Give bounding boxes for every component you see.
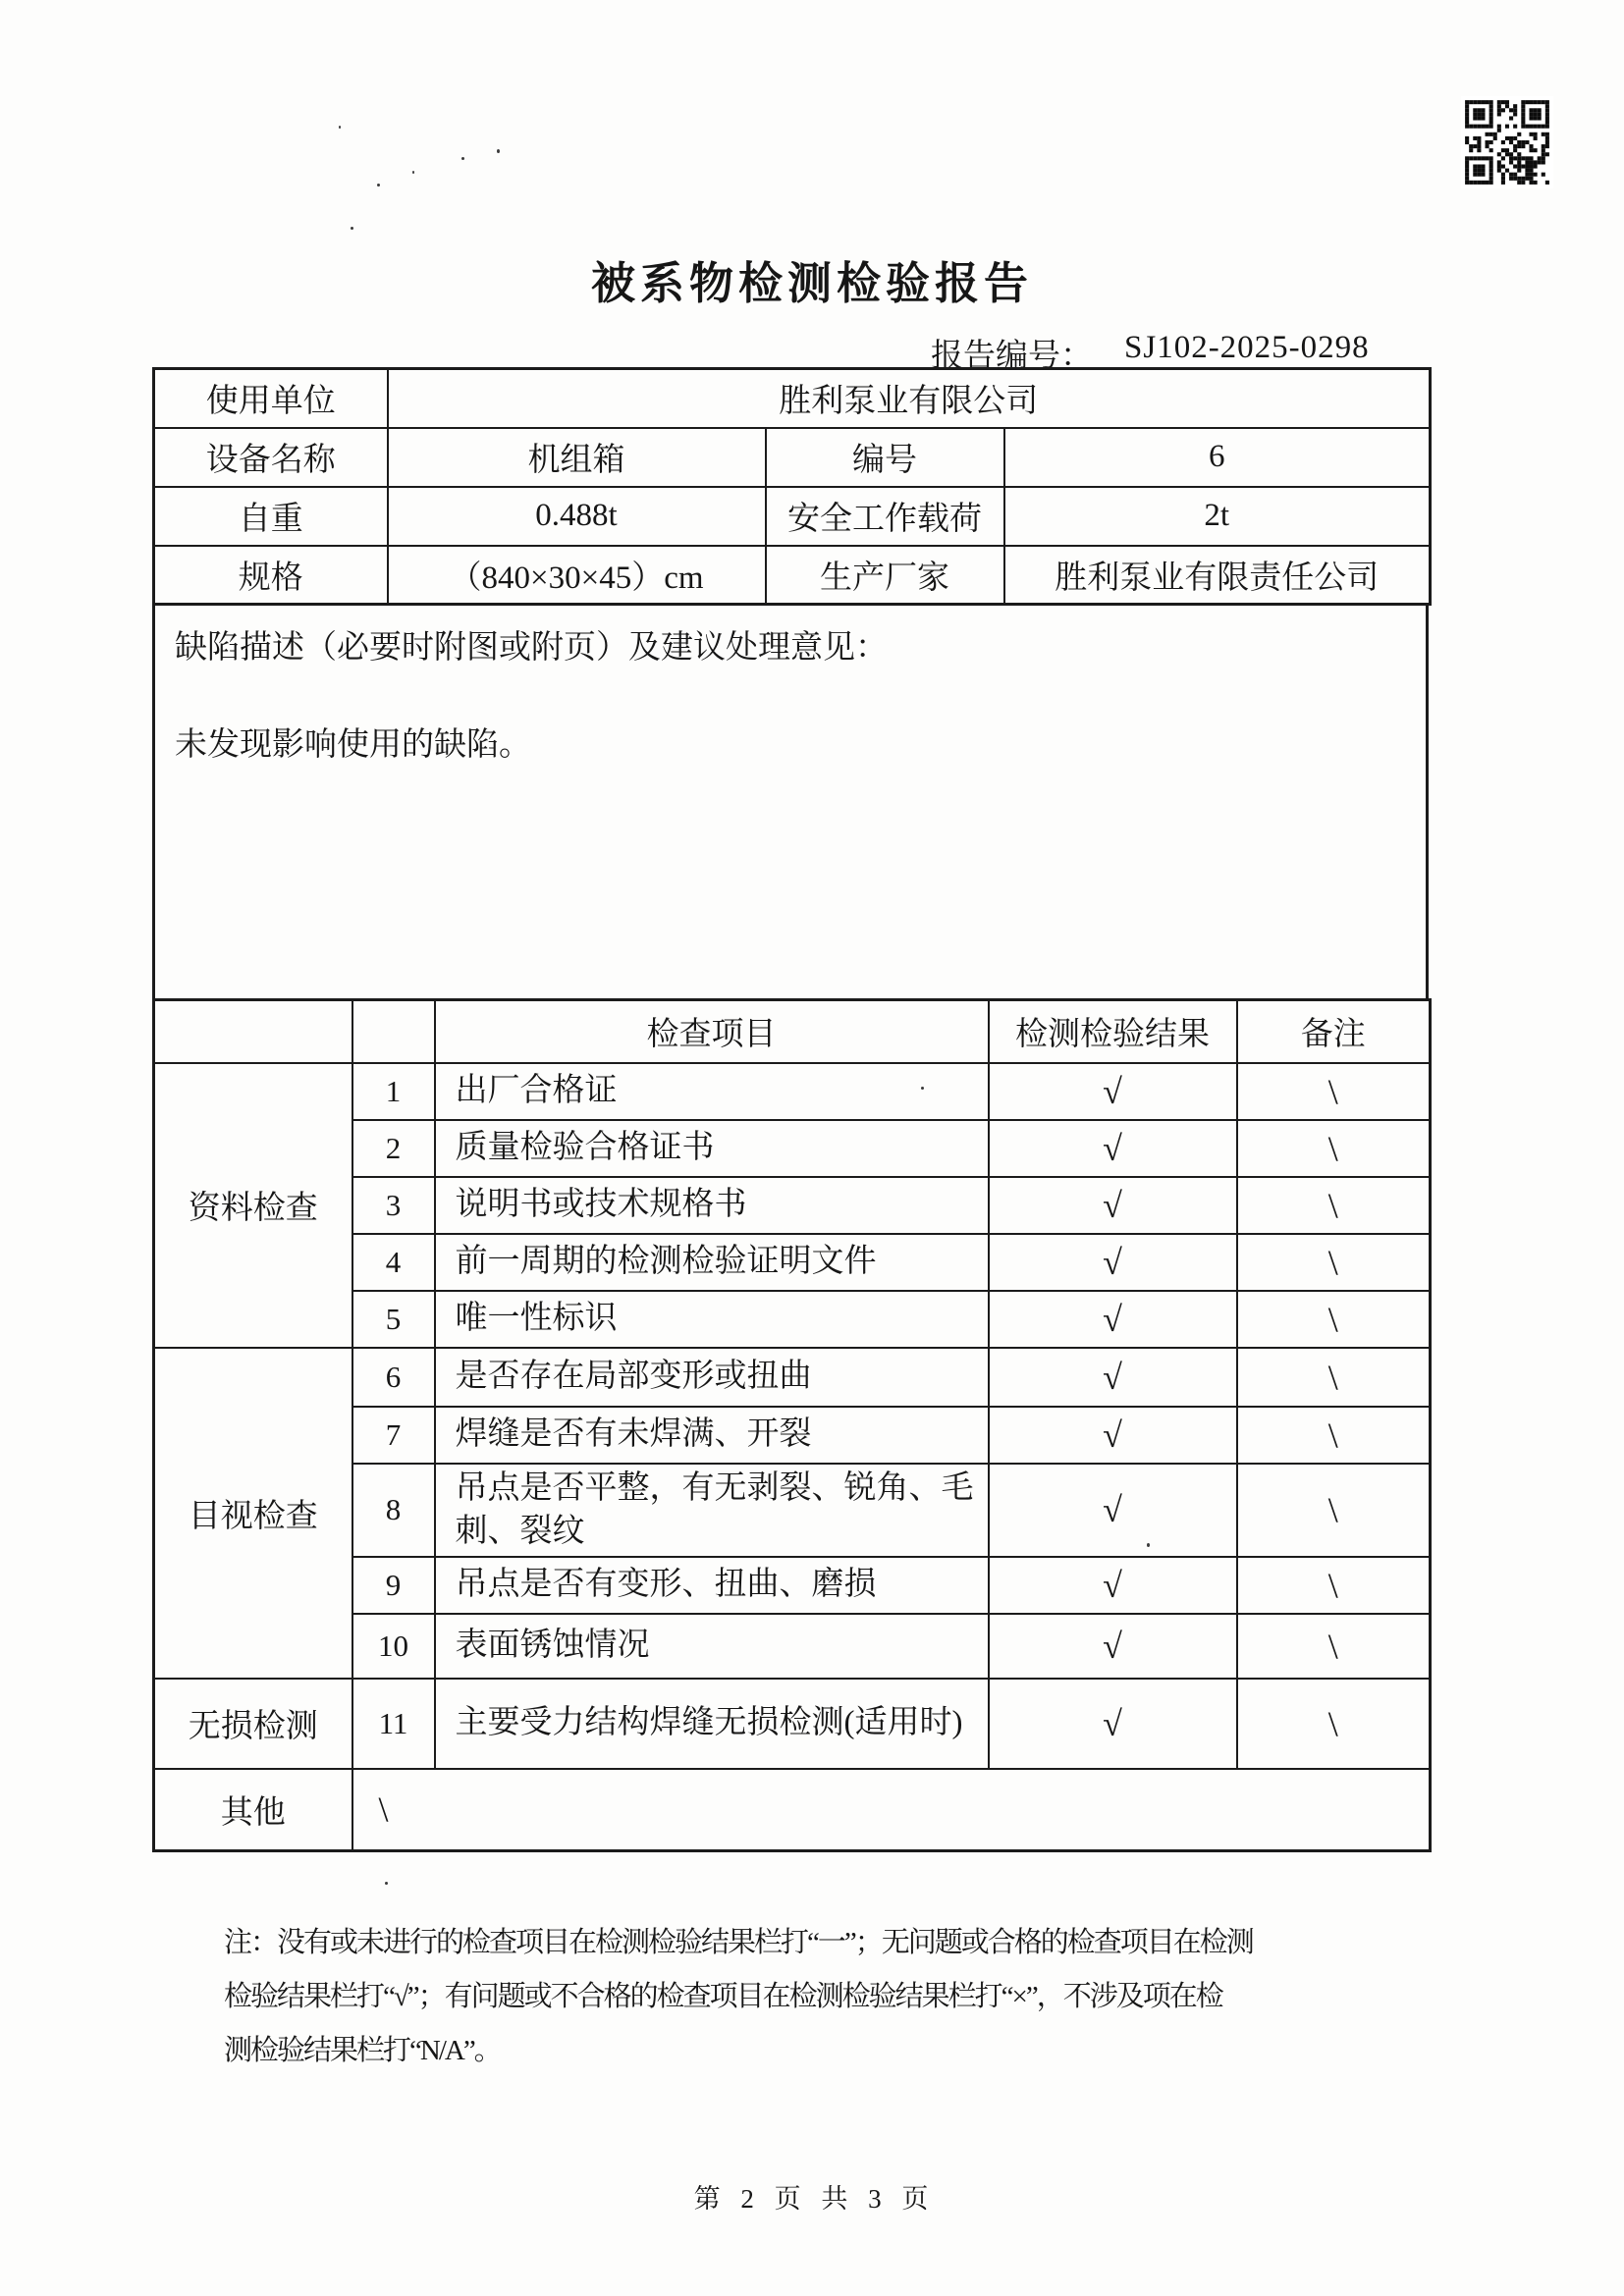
qr-code (1461, 96, 1553, 188)
other-value: \ (352, 1769, 1431, 1851)
result-mark: √ (989, 1177, 1237, 1234)
item-text: 唯一性标识 (435, 1291, 989, 1348)
report-number-value: SJ102-2025-0298 (1124, 330, 1370, 365)
item-number: 7 (352, 1407, 435, 1464)
defect-heading: 缺陷描述（必要时附图或附页）及建议处理意见： (175, 630, 888, 666)
scan-speck (385, 1882, 388, 1885)
footnote (224, 1916, 1253, 2078)
category-cell: 目视检查 (154, 1348, 352, 1679)
result-mark: √ (989, 1063, 1237, 1120)
field-label: 安全工作载荷 (766, 487, 1004, 546)
field-label: 生产厂家 (766, 546, 1004, 605)
result-mark: √ (989, 1407, 1237, 1464)
table-row (154, 487, 1431, 546)
checklist-header-row (154, 1000, 1431, 1063)
item-text: 质量检验合格证书 (435, 1120, 989, 1177)
header-remark: 备注 (1237, 1000, 1431, 1063)
remark-mark: \ (1237, 1120, 1431, 1177)
remark-mark: \ (1237, 1557, 1431, 1614)
category-cell: 其他 (154, 1769, 352, 1851)
item-text: 吊点是否有变形、扭曲、磨损 (435, 1557, 989, 1614)
report-body (152, 367, 1429, 1852)
remark-mark: \ (1237, 1177, 1431, 1234)
field-label: 规格 (154, 546, 388, 605)
remark-mark: \ (1237, 1291, 1431, 1348)
defect-finding: 未发现影响使用的缺陷。 (175, 727, 531, 763)
item-text: 说明书或技术规格书 (435, 1177, 989, 1234)
result-mark: √ (989, 1234, 1237, 1291)
item-number: 11 (352, 1679, 435, 1769)
field-value: 胜利泵业有限公司 (388, 369, 1431, 428)
item-number: 5 (352, 1291, 435, 1348)
scan-speck (351, 227, 353, 230)
field-value: （840×30×45）cm (388, 546, 766, 605)
scan-speck (497, 149, 500, 153)
table-row (154, 369, 1431, 428)
item-number: 8 (352, 1464, 435, 1557)
remark-mark: \ (1237, 1407, 1431, 1464)
field-label: 设备名称 (154, 428, 388, 487)
item-text: 吊点是否平整，有无剥裂、锐角、毛刺、裂纹 (435, 1464, 989, 1557)
field-value: 机组箱 (388, 428, 766, 487)
field-label: 使用单位 (154, 369, 388, 428)
footnote-line: 测检验结果栏打“N/A”。 (224, 2035, 501, 2066)
remark-mark: \ (1237, 1234, 1431, 1291)
item-number: 10 (352, 1614, 435, 1679)
item-text: 是否存在局部变形或扭曲 (435, 1348, 989, 1407)
equipment-info-table (152, 367, 1432, 606)
header-item: 检查项目 (435, 1000, 989, 1063)
page-number: 第 2 页 共 3 页 (693, 2184, 931, 2214)
checklist-row (154, 1348, 1431, 1407)
result-mark: √ (989, 1679, 1237, 1769)
remark-mark: \ (1237, 1464, 1431, 1557)
checklist-row (154, 1063, 1431, 1120)
other-row (154, 1769, 1431, 1851)
field-value: 6 (1004, 428, 1431, 487)
item-number: 9 (352, 1557, 435, 1614)
checklist-row (154, 1679, 1431, 1769)
table-row (154, 546, 1431, 605)
category-cell: 无损检测 (154, 1679, 352, 1769)
item-text: 出厂合格证 (435, 1063, 989, 1120)
item-text: 表面锈蚀情况 (435, 1614, 989, 1679)
header-blank (154, 1000, 352, 1063)
item-text: 主要受力结构焊缝无损检测(适用时) (435, 1679, 989, 1769)
field-value: 胜利泵业有限责任公司 (1004, 546, 1431, 605)
table-row (154, 428, 1431, 487)
page-title: 被系物检测检验报告 (590, 259, 1034, 308)
item-number: 6 (352, 1348, 435, 1407)
inspection-checklist-table (152, 998, 1432, 1852)
result-mark: √ (989, 1614, 1237, 1679)
header-result: 检测检验结果 (989, 1000, 1237, 1063)
category-cell: 资料检查 (154, 1063, 352, 1348)
field-value: 2t (1004, 487, 1431, 546)
scan-speck (339, 126, 341, 129)
result-mark: √ (989, 1464, 1237, 1557)
item-number: 1 (352, 1063, 435, 1120)
result-mark: √ (989, 1557, 1237, 1614)
scan-speck (412, 171, 414, 174)
result-mark: √ (989, 1348, 1237, 1407)
item-text: 前一周期的检测检验证明文件 (435, 1234, 989, 1291)
result-mark: √ (989, 1291, 1237, 1348)
footnote-line: 检验结果栏打“√”；有问题或不合格的检查项目在检测检验结果栏打“×”，不涉及项在检 (224, 1981, 1222, 2012)
scan-speck (377, 184, 380, 187)
item-number: 4 (352, 1234, 435, 1291)
scan-speck (461, 157, 464, 160)
item-number: 2 (352, 1120, 435, 1177)
field-label: 自重 (154, 487, 388, 546)
item-text: 焊缝是否有未焊满、开裂 (435, 1407, 989, 1464)
report-number-label: 报告编号： (931, 339, 1093, 374)
result-mark: √ (989, 1120, 1237, 1177)
remark-mark: \ (1237, 1614, 1431, 1679)
remark-mark: \ (1237, 1063, 1431, 1120)
defect-description-box (152, 606, 1429, 1001)
remark-mark: \ (1237, 1679, 1431, 1769)
header-blank (352, 1000, 435, 1063)
field-label: 编号 (766, 428, 1004, 487)
item-number: 3 (352, 1177, 435, 1234)
field-value: 0.488t (388, 487, 766, 546)
remark-mark: \ (1237, 1348, 1431, 1407)
footnote-line: 注：没有或未进行的检查项目在检测检验结果栏打“一”；无问题或合格的检查项目在检测 (224, 1927, 1253, 1958)
